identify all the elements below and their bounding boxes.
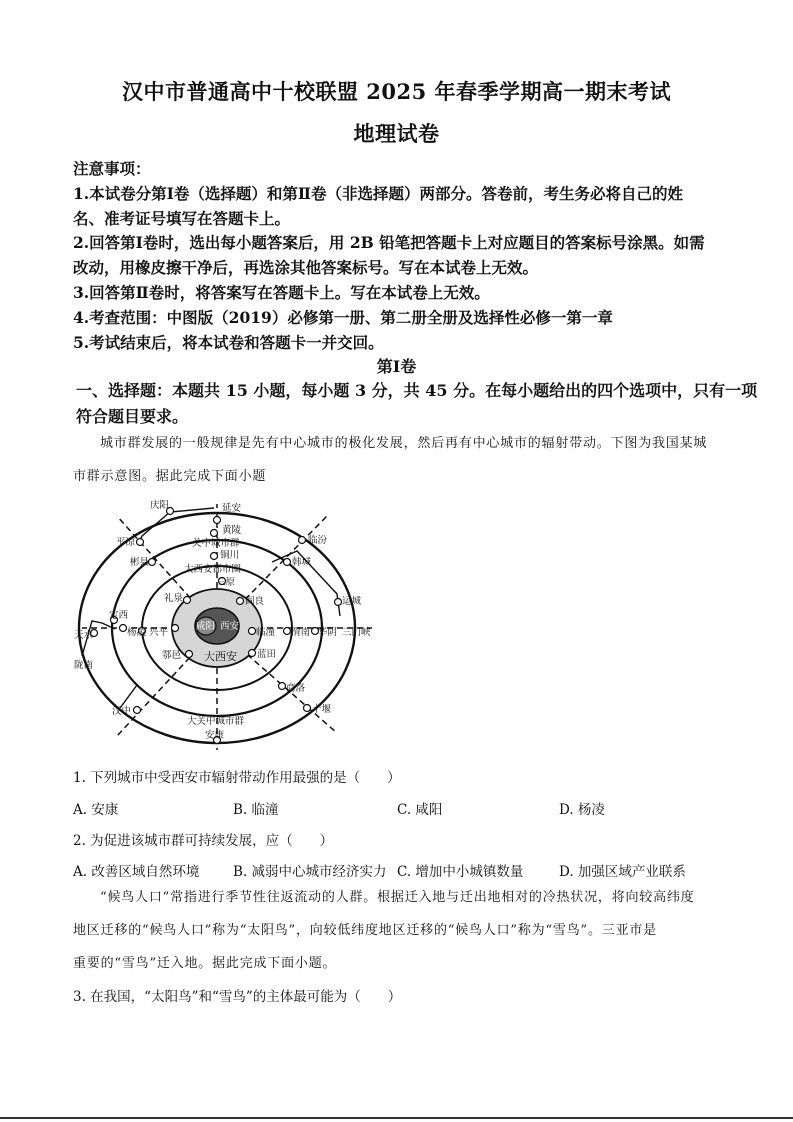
label-outer-ring: 关中城市群 [192, 538, 240, 549]
label-yanliang: 阎良 [245, 596, 265, 607]
label-hancheng: 韩城 [292, 557, 312, 568]
label-binxian: 彬县 [130, 557, 150, 568]
notes-line: 4.考查范围：中图版（2019）必修第一册、第二册全册及选择性必修一第一章 [73, 307, 613, 327]
q2-option-a[interactable]: A. 改善区域自然环境 [73, 864, 200, 880]
label-center-left: 咸阳 [196, 621, 216, 632]
label-tianshui: 天水 [74, 630, 94, 641]
q2-option-b[interactable]: B. 减弱中心城市经济实力 [233, 864, 387, 880]
q2-option-c[interactable]: C. 增加中小城镇数量 [397, 864, 524, 880]
passage-line: 城市群发展的一般规律是先有中心城市的极化发展，然后再有中心城市的辐射带动。下图为我国某城 [100, 436, 708, 451]
choice-section-heading [76, 378, 758, 430]
question-1-stem: 1. 下列城市中受西安市辐射带动作用最强的是（ ） [73, 770, 401, 786]
exam-title: 汉中市普通高中十校联盟 2025 年春季学期高一期末考试 [121, 79, 672, 104]
label-lantian: 蓝田 [257, 649, 277, 660]
page-bottom-rule [0, 1117, 793, 1119]
label-yanan: 延安 [222, 503, 242, 514]
label-tongchuan: 铜川 [220, 550, 240, 561]
label-xingping: 兴平 [149, 627, 169, 638]
passage-line: 地区迁移的“候鸟人口”称为“太阳鸟”，向较低纬度地区迁移的“候鸟人口”称为“雪鸟”。三亚市是 [73, 923, 657, 938]
notes-line: 2.回答第Ⅰ卷时，选出每小题答案后，用 2B 铅笔把答题卡上对应题目的答案标号涂黑。如需 [73, 233, 705, 253]
label-yuncheng: 运城 [342, 596, 362, 607]
q1-option-c[interactable]: C. 咸阳 [397, 802, 443, 818]
passage-migratory-population [73, 881, 723, 980]
label-middle-ring: 大西安都市圈 [184, 564, 242, 575]
passage-line: 市群示意图。据此完成下面小题 [73, 469, 267, 484]
label-weinan: 渭南 [291, 627, 311, 638]
label-ankang: 安康 [205, 730, 225, 741]
notes-line: 1.本试卷分第Ⅰ卷（选择题）和第Ⅱ卷（非选择题）两部分。答卷前，考生务必将自己的姓 [73, 183, 683, 203]
city-cluster-diagram [72, 498, 382, 753]
label-hanzhong: 汉中 [112, 706, 132, 717]
label-sanmenxia: 三门峡 [342, 627, 371, 638]
label-huxian: 鄠邑 [162, 650, 182, 661]
passage-line: 重要的“雪鸟”迁入地。据此完成下面小题。 [73, 956, 337, 971]
passage-line: “候鸟人口”常指进行季节性往返流动的人群。根据迁入地与迁出地相对的冷热状况，将向较高纬度 [100, 890, 695, 905]
choice-heading-line: 一、选择题：本题共 15 小题，每小题 3 分，共 45 分。在每小题给出的四个选项中，只有一项 [76, 381, 758, 400]
label-center-outer: 大西安 [204, 650, 237, 663]
q1-option-a[interactable]: A. 安康 [73, 802, 119, 818]
label-sanyuan: 三原 [216, 577, 236, 588]
exam-subtitle: 地理试卷 [353, 121, 440, 146]
label-shiyan: 十堰 [312, 704, 332, 715]
label-huangling: 黄陵 [222, 525, 242, 536]
question-2-stem: 2. 为促进该城市群可持续发展，应（ ） [73, 833, 334, 849]
passage-city-cluster [73, 427, 723, 493]
notes-line: 改动，用橡皮擦干净后，再选涂其他答案标号。写在本试卷上无效。 [73, 258, 539, 278]
q1-option-d[interactable]: D. 杨凌 [559, 802, 605, 818]
q1-option-b[interactable]: B. 临潼 [233, 802, 279, 818]
label-dingxi: 定西 [109, 610, 129, 621]
label-longnan: 陇南 [74, 660, 94, 671]
label-yangling: 杨凌 [127, 627, 147, 638]
choice-heading-line: 符合题目要求。 [76, 407, 189, 426]
q2-option-d[interactable]: D. 加强区域产业联系 [559, 864, 686, 880]
label-liquan: 礼泉 [164, 593, 184, 604]
label-bottom-ring: 大关中城市群 [187, 716, 245, 727]
notes-heading: 注意事项： [73, 159, 151, 178]
section-label: 第Ⅰ卷 [376, 357, 417, 376]
notes-line: 3.回答第Ⅱ卷时，将答案写在答题卡上。写在本试卷上无效。 [73, 282, 490, 302]
label-lintong: 临潼 [256, 627, 276, 638]
label-shangluo: 商洛 [286, 683, 306, 694]
label-center-right: 西安 [220, 621, 240, 632]
notes-block [73, 157, 733, 355]
notes-line: 名、准考证号填写在答题卡上。 [73, 208, 291, 228]
label-qingyang: 庆阳 [150, 500, 170, 511]
label-linfen: 临汾 [308, 535, 328, 546]
question-3-stem: 3. 在我国，“太阳鸟”和“雪鸟”的主体最可能为（ ） [73, 989, 402, 1005]
label-pingliang: 平凉 [116, 537, 136, 548]
label-huayin: 华阴 [318, 627, 338, 638]
notes-line: 5.考试结束后，将本试卷和答题卡一并交回。 [73, 332, 384, 352]
